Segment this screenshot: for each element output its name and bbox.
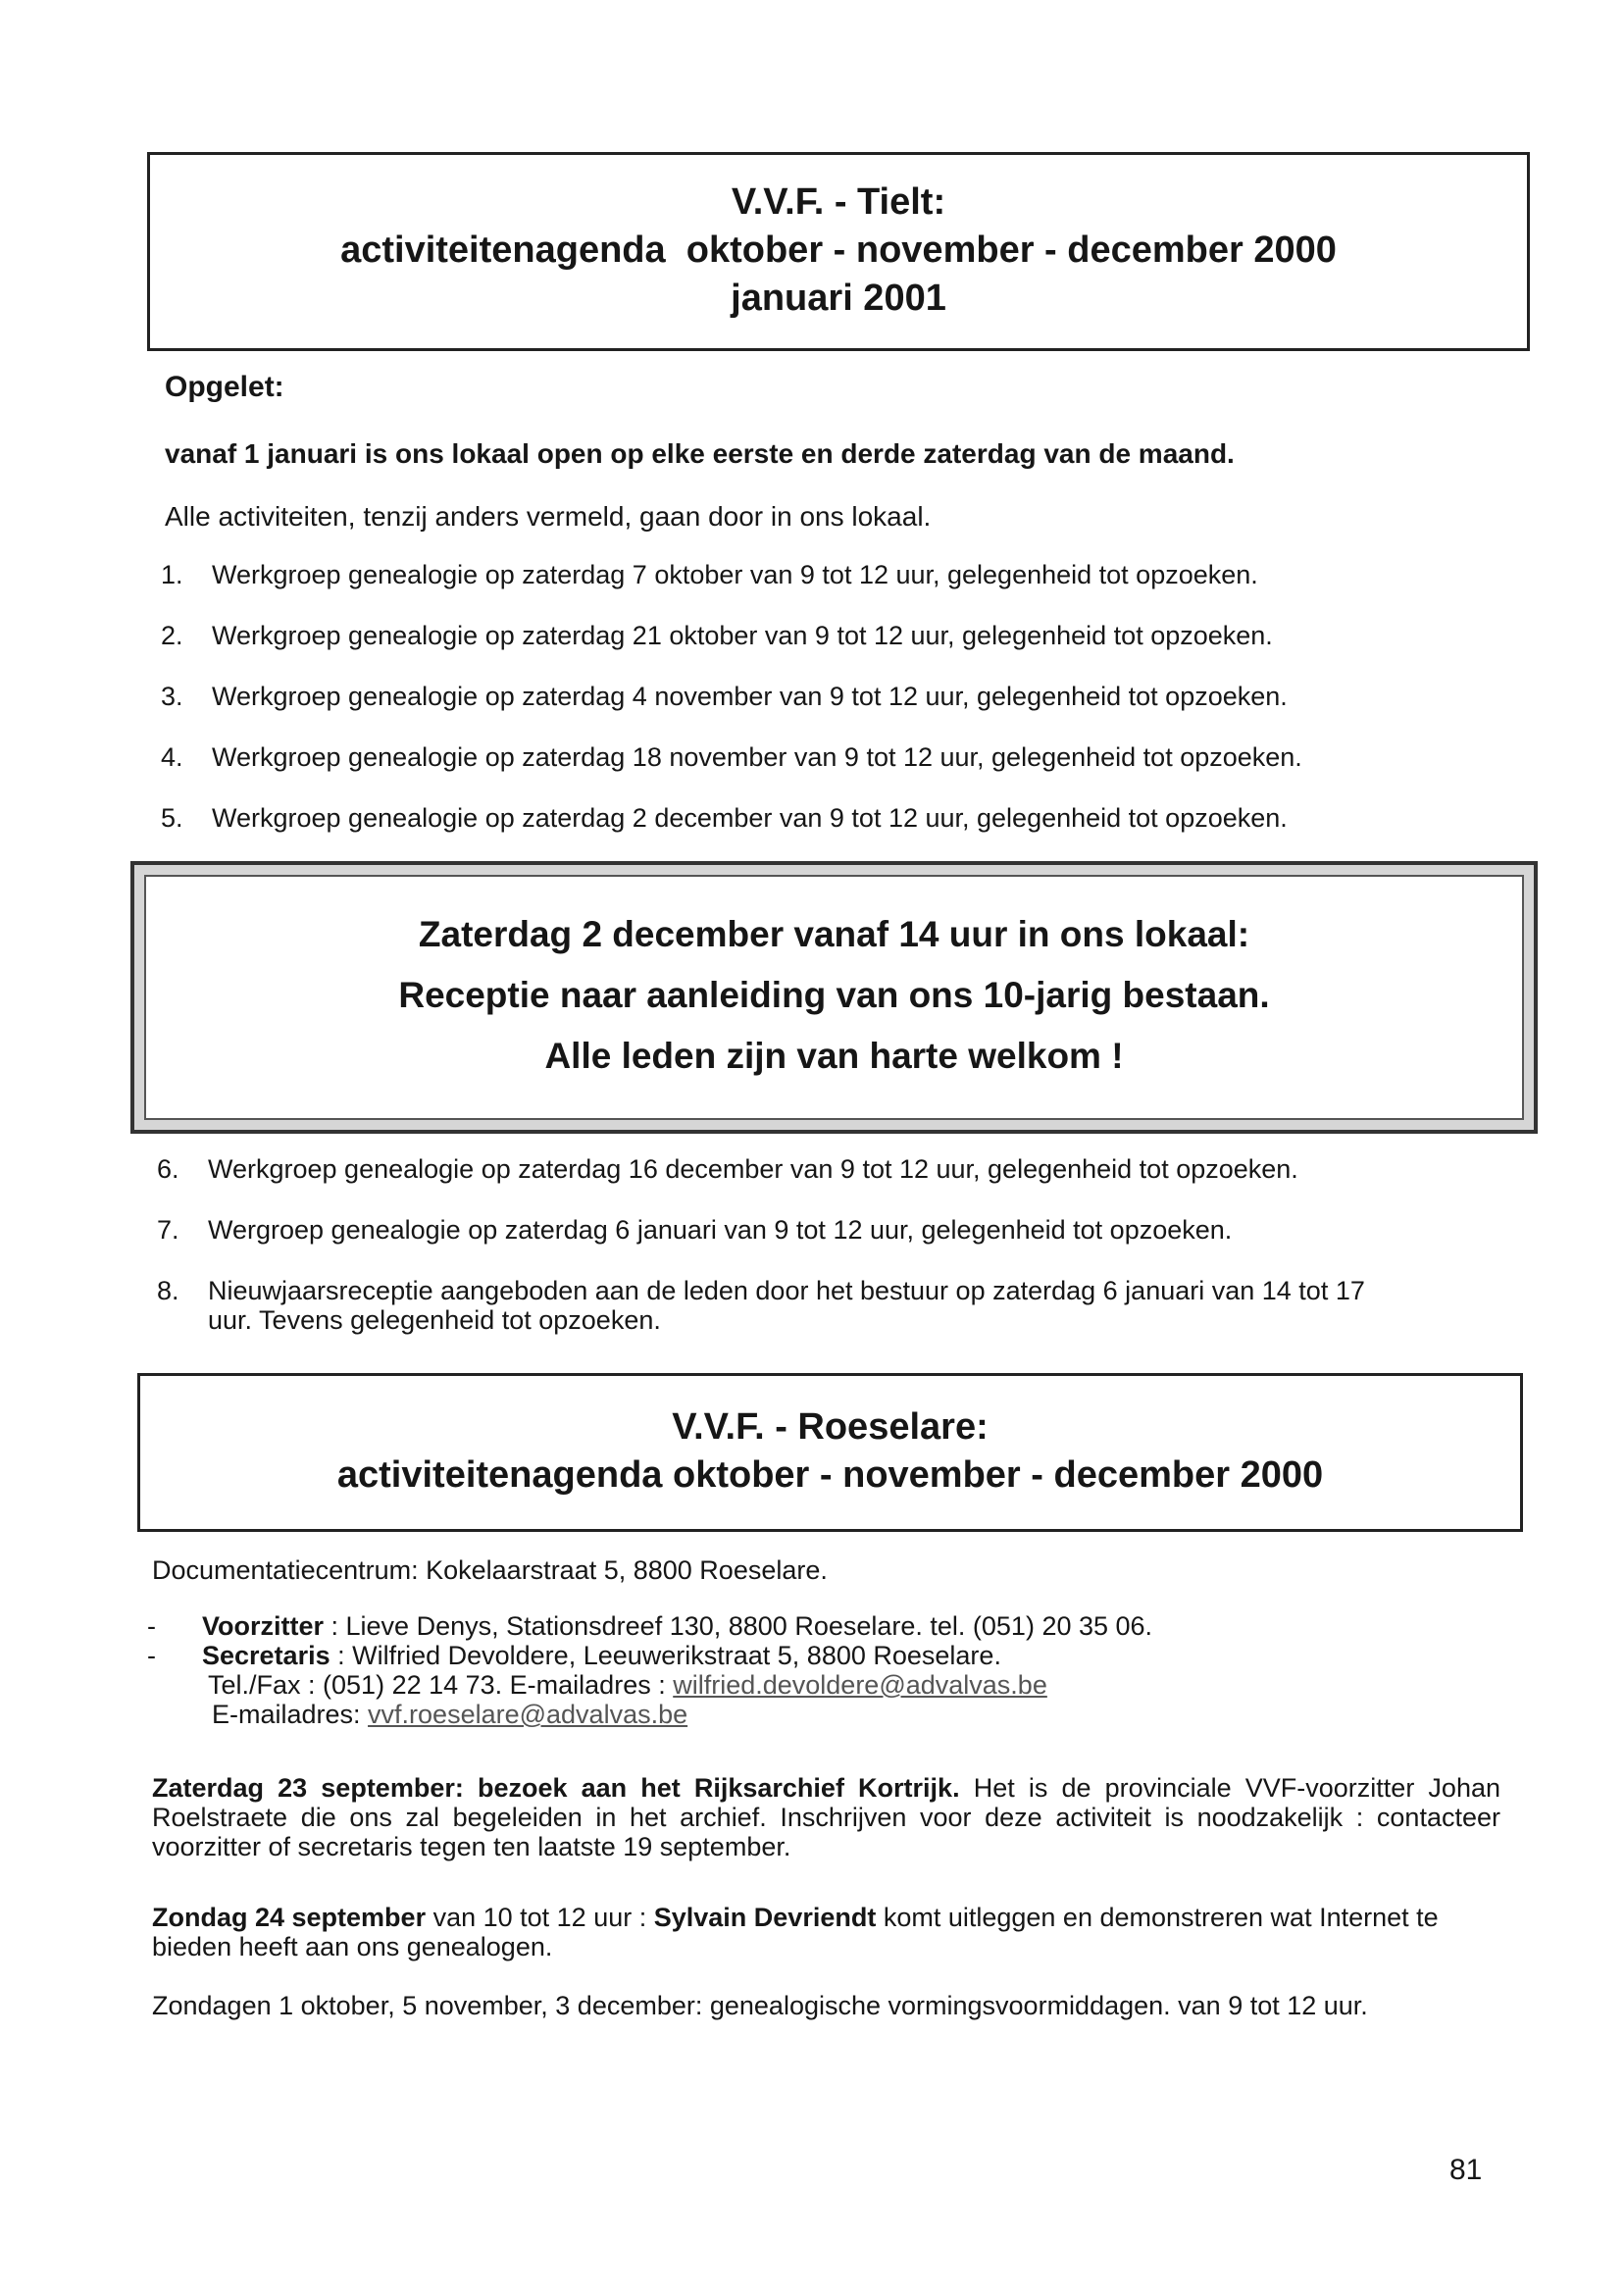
reception-line3: Alle leden zijn van harte welkom ! [544, 1036, 1124, 1076]
tielt-list-before: 1. Werkgroep genealogie op zaterdag 7 oktober van 9 tot 12 uur, gelegenheid tot opzoeken. 2. Werkgroep genealogie op zaterdag 21 oktober van 9 tot 12 uur, gelegenheid tot opzoeken. 3. Werkgroep genealogie op zaterdag 4 november van 9 tot 12 uur, gelegenheid tot opzoeken. 4. Werkgroep genealogie op zaterdag 18 november van 9 tot 12 uur, gelegenheid tot opzoeken. 5. Werkgroep genealogie op zaterdag 2 december van 9 tot 12 uur, gelegenheid tot opzoeken. [161, 560, 1302, 833]
secretaris-label: Secretaris [202, 1641, 330, 1670]
reception-line2: Receptie naar aanleiding van ons 10-jarig bestaan. [398, 975, 1270, 1015]
reception-box [130, 861, 1538, 1134]
tielt-heading-line2: activiteitenagenda oktober - november - december 2000 [340, 229, 1337, 271]
opgelet-label: Opgelet: [165, 371, 284, 403]
tielt-heading-line1: V.V.F. - Tielt: [731, 181, 946, 223]
secretaris-text: : Wilfried Devoldere, Leeuwerikstraat 5, 8800 Roeselare. [330, 1641, 1001, 1670]
reception-line1: Zaterdag 2 december vanaf 14 uur in ons lokaal: [418, 914, 1250, 954]
roeselare-heading-box [137, 1373, 1523, 1532]
telfax-line [208, 1669, 1047, 1701]
notice-bold: vanaf 1 januari is ons lokaal open op elke eerste en derde zaterdag van de maand. [165, 438, 1235, 469]
email-link-2[interactable]: vvf.roeselare@advalvas.be [368, 1700, 688, 1729]
paragraph-rijksarchief: Zaterdag 23 september: bezoek aan het Rijksarchief Kortrijk. Het is de provinciale VVF-voorzitter Johan Roelstraete die ons zal begeleiden in het archief. Inschrijven voor deze activiteit is noodzakelijk : contacteer voorzitter of secretaris tegen ten laatste 19 september. [152, 1773, 1500, 1861]
tielt-heading-line3: januari 2001 [731, 278, 946, 319]
documentatie-centrum: Documentatiecentrum: Kokelaarstraat 5, 8800 Roeselare. [152, 1555, 828, 1585]
voorzitter-label: Voorzitter [202, 1611, 325, 1641]
voorzitter-text: : Lieve Denys, Stationsdreef 130, 8800 Roeselare. tel. (051) 20 35 06. [324, 1611, 1153, 1641]
paragraph-internet: Zondag 24 september van 10 tot 12 uur : Sylvain Devriendt komt uitleggen en demonstreren wat Internet te bieden heeft aan ons genealogen. [152, 1903, 1439, 1961]
contacts-block: - Voorzitter : Lieve Denys, Stationsdreef 130, 8800 Roeselare. tel. (051) 20 35 06. - Secretaris : Wilfried Devoldere, Leeuwerikstraat 5, 8800 Roeselare. Tel./Fax : (051) 22 14 73. E-mailadres : wilfried.devoldere@advalvas.be E-mailadres: vvf.roeselare@advalvas.be [147, 1611, 1153, 1729]
notice-normal: Alle activiteiten, tenzij anders vermeld, gaan door in ons lokaal. [165, 501, 932, 532]
roeselare-heading-line2: activiteitenagenda oktober - november - december 2000 [336, 1454, 1324, 1496]
roeselare-heading-line1: V.V.F. - Roeselare: [672, 1406, 989, 1448]
telfax-text: Tel./Fax : (051) 22 14 73. E-mailadres : [208, 1670, 674, 1700]
page-number: 81 [1449, 2154, 1483, 2186]
email2-line [212, 1699, 687, 1730]
email2-label: E-mailadres: [212, 1700, 369, 1729]
tielt-list-after: 6. Werkgroep genealogie op zaterdag 16 december van 9 tot 12 uur, gelegenheid tot opzoeken. 7. Wergroep genealogie op zaterdag 6 januari van 9 tot 12 uur, gelegenheid tot opzoeken. 8. Nieuwjaarsreceptie aangeboden aan de leden door het bestuur op zaterdag 6 januari van 14 tot 17 uur. Tevens gelegenheid tot opzoeken. [157, 1154, 1365, 1335]
paragraph-vormingsvoormiddagen: Zondagen 1 oktober, 5 november, 3 december: genealogische vormingsvoormiddagen. van 9 tot 12 uur. [152, 1991, 1368, 2020]
tielt-heading-box [147, 152, 1530, 351]
email-link-1[interactable]: wilfried.devoldere@advalvas.be [673, 1670, 1047, 1700]
